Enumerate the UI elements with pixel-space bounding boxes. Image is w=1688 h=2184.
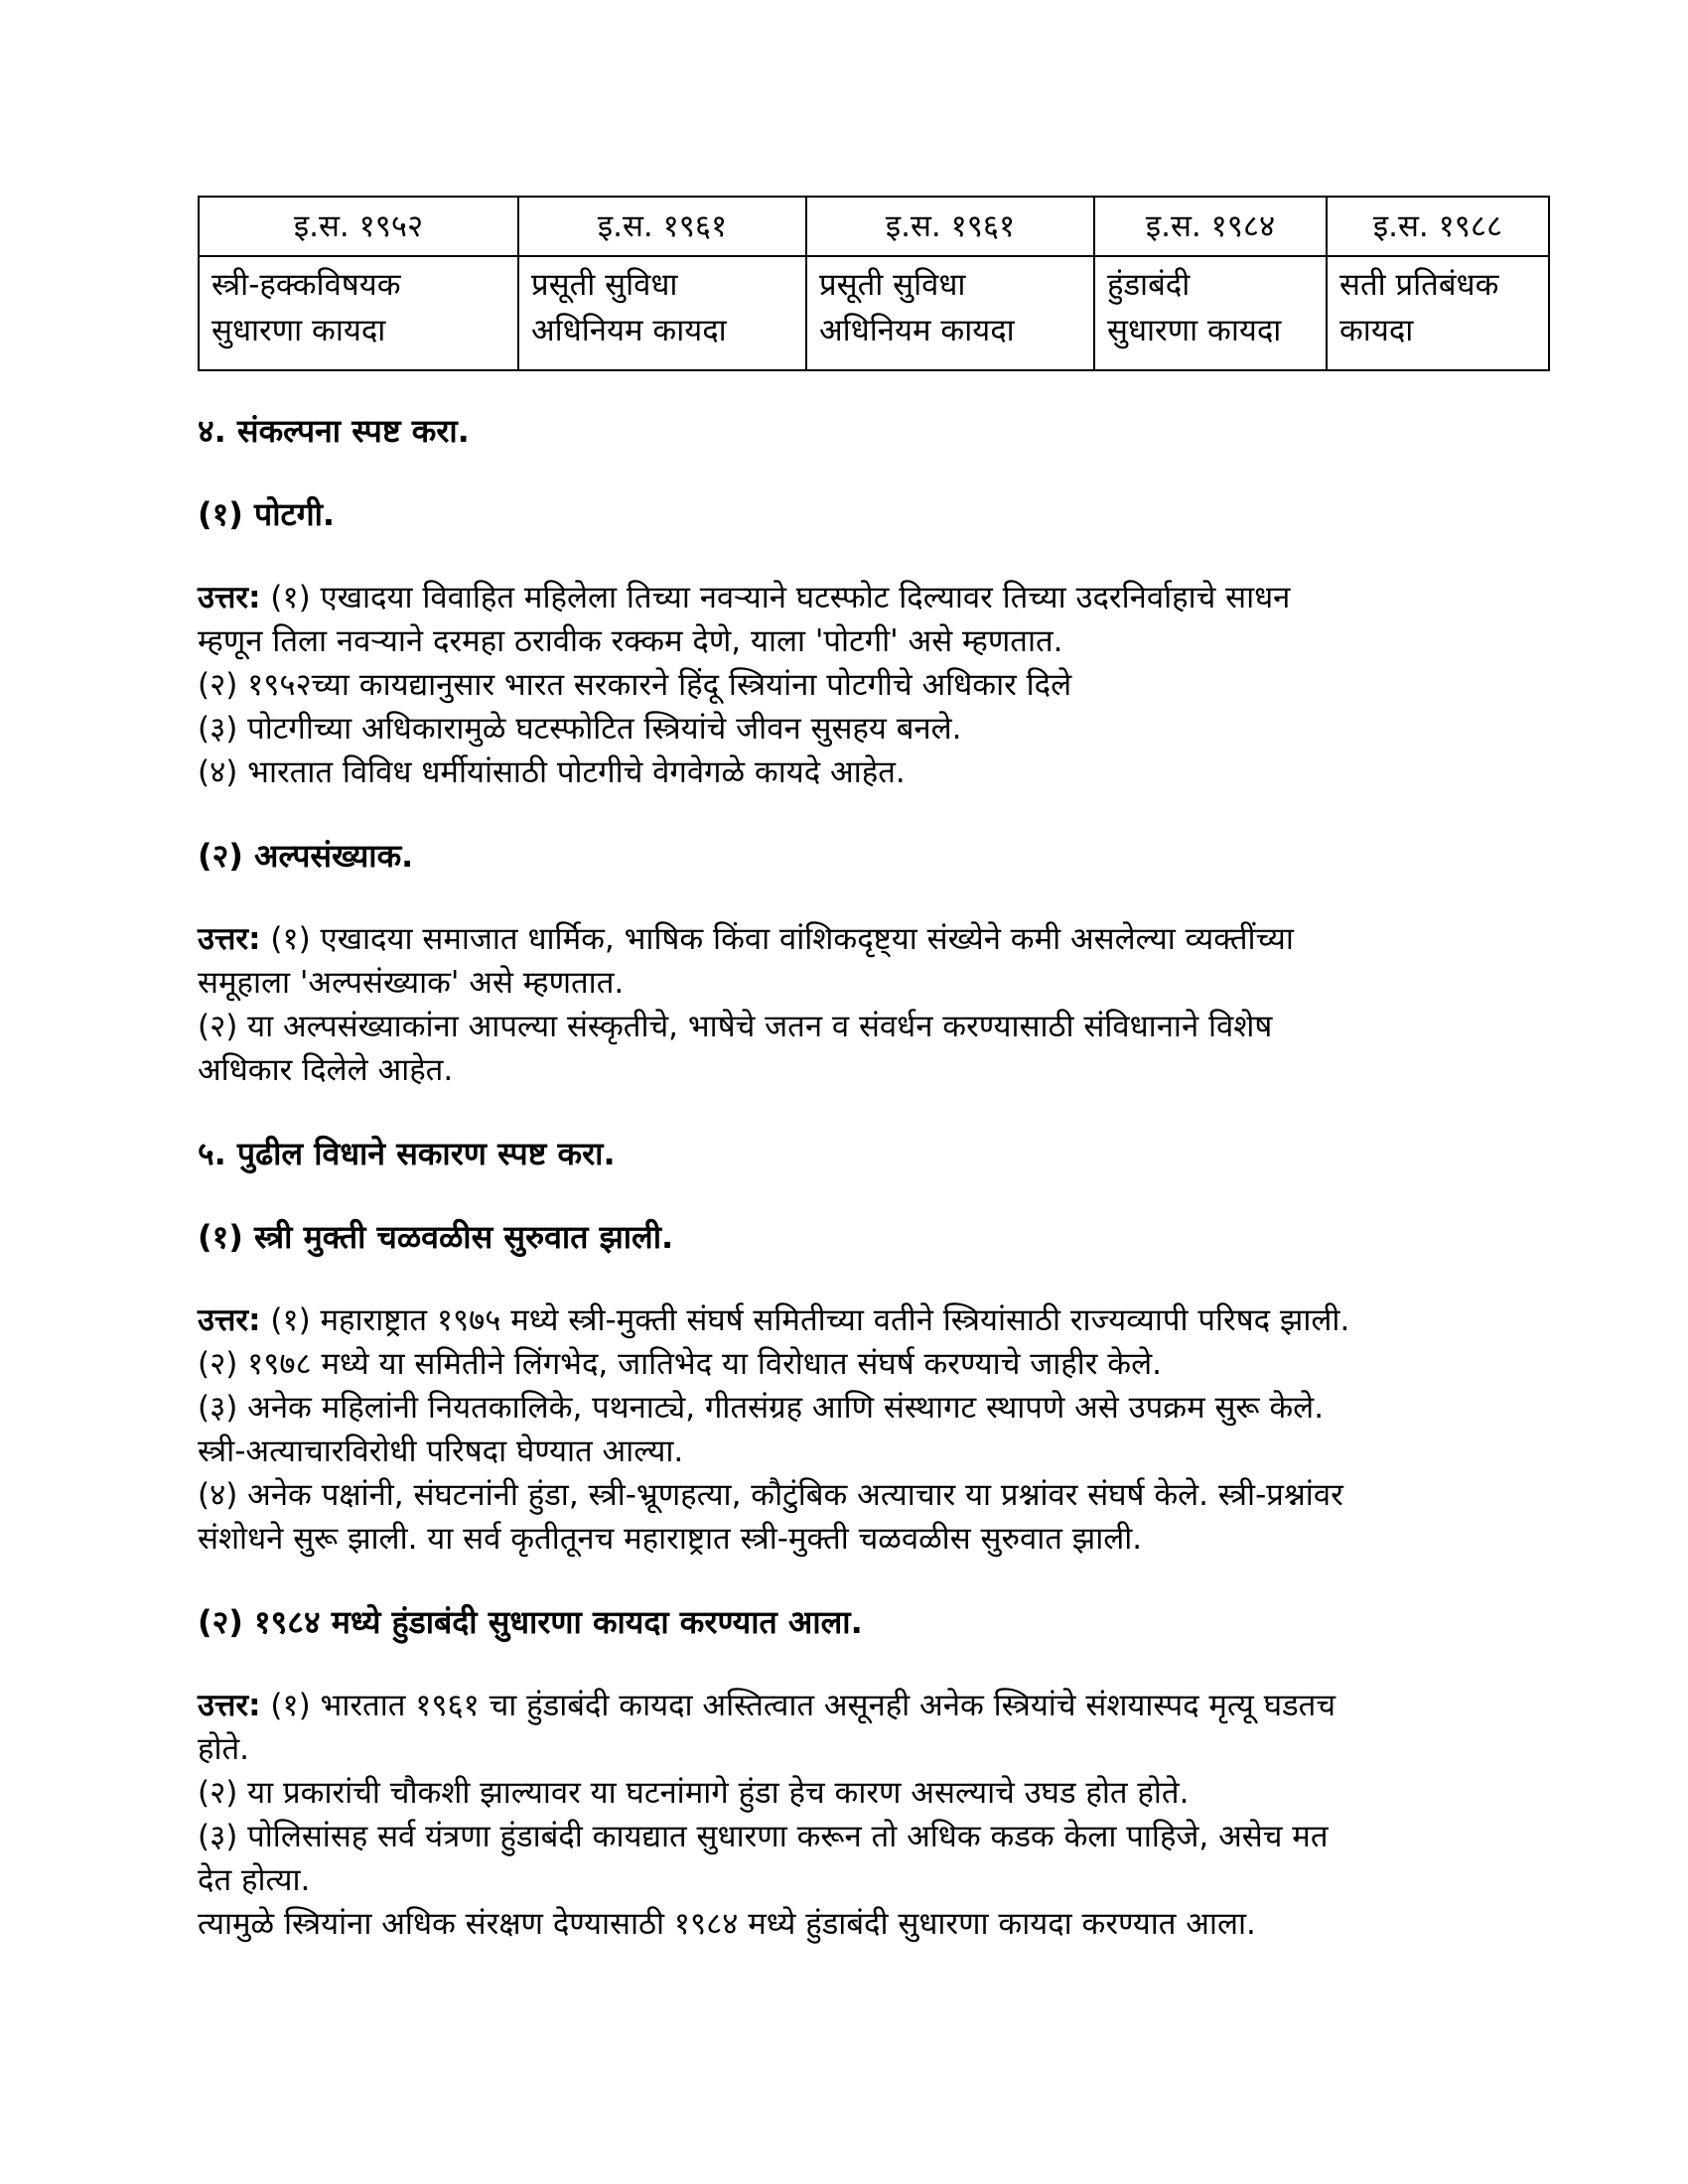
answer-label: उत्तर: [198, 1688, 261, 1723]
answer-line: (३) पोटगीच्या अधिकारामुळे घटस्फोटित स्त्रियांचे जीवन सुसहय बनले. [198, 711, 962, 747]
act-cell [199, 256, 518, 370]
answer-line: (४) भारतात विविध धर्मीयांसाठी पोटगीचे वेगवेगळे कायदे आहेत. [198, 754, 906, 790]
answer-label: उत्तर: [198, 1302, 261, 1338]
answer-line: (३) अनेक महिलांनी नियतकालिके, पथनाट्ये, गीतसंग्रह आणि संस्थागट स्थापणे असे उपक्रम सुरू केले. [198, 1390, 1325, 1426]
table-row-acts [199, 256, 1549, 370]
act-cell [518, 256, 806, 370]
answer-line: (४) अनेक पक्षांनी, संघटनांनी हुंडा, स्त्री-भ्रूणहत्या, कौटुंबिक अत्याचार या प्रश्नांवर संघर्ष केले. स्त्री-प्रश्नांवर [198, 1477, 1343, 1513]
act-line: सुधारणा कायदा [1107, 313, 1282, 348]
answer-line [198, 576, 1548, 619]
answer-line: देत होत्या. [198, 1862, 311, 1898]
answer-text: (१) एखादया विवाहित महिलेला तिच्या नवऱ्याने घटस्फोट दिल्यावर तिच्या उदरनिर्वाहाचे साधन [270, 580, 1291, 615]
section-5-heading: ५. पुढील विधाने सकारण स्पष्ट करा. [198, 1135, 616, 1172]
answer-label: उत्तर: [198, 580, 261, 615]
document-page [198, 196, 1548, 1946]
act-cell [806, 256, 1094, 370]
section-4-heading: ४. संकल्पना स्पष्ट करा. [198, 412, 470, 450]
answer-line [198, 1298, 1548, 1342]
year-cell: इ.स. १९८४ [1094, 197, 1327, 256]
act-line: प्रसूती सुविधा [531, 267, 678, 303]
answer-4-1 [198, 576, 1548, 794]
question-4-1-title: (१) पोटगी. [198, 495, 336, 533]
act-line: सुधारणा कायदा [211, 313, 386, 348]
act-line: हुंडाबंदी [1107, 267, 1191, 303]
act-line: अधिनियम कायदा [531, 313, 727, 348]
question-4-2-title: (२) अल्पसंख्याक. [198, 837, 414, 875]
answer-line: (२) १९५२च्या कायद्यानुसार भारत सरकारने हिंदू स्त्रियांना पोटगीचे अधिकार दिले [198, 667, 1072, 703]
answer-line: स्त्री-अत्याचारविरोधी परिषदा घेण्यात आल्या. [198, 1433, 684, 1469]
answer-line [198, 917, 1548, 961]
answer-4-2 [198, 917, 1548, 1092]
answer-line: संशोधने सुरू झाली. या सर्व कृतीतूनच महाराष्ट्रात स्त्री-मुक्ती चळवळीस सुरुवात झाली. [198, 1521, 1143, 1557]
table-row-years [199, 197, 1549, 256]
answer-5-1 [198, 1298, 1548, 1561]
answer-line: (२) या अल्पसंख्याकांना आपल्या संस्कृतीचे, भाषेचे जतन व संवर्धन करण्यासाठी संविधानाने विशेष [198, 1009, 1273, 1044]
answer-line: (२) १९७८ मध्ये या समितीने लिंगभेद, जातिभेद या विरोधात संघर्ष करण्याचे जाहीर केले. [198, 1346, 1162, 1382]
year-cell: इ.स. १९५२ [199, 197, 518, 256]
act-cell [1327, 256, 1549, 370]
answer-line: म्हणून तिला नवऱ्याने दरमहा ठरावीक रक्कम देणे, याला 'पोटगी' असे म्हणतात. [198, 623, 1063, 659]
act-line: अधिनियम कायदा [819, 313, 1015, 348]
answer-line: समूहाला 'अल्पसंख्याक' असे म्हणतात. [198, 965, 625, 1001]
act-line: स्त्री-हक्कविषयक [211, 267, 401, 303]
act-line: सती प्रतिबंधक [1339, 267, 1499, 303]
year-cell: इ.स. १९८८ [1327, 197, 1549, 256]
act-cell [1094, 256, 1327, 370]
answer-line: अधिकार दिलेले आहेत. [198, 1052, 454, 1088]
question-5-2-title: (२) १९८४ मध्ये हुंडाबंदी सुधारणा कायदा करण्यात आला. [198, 1603, 863, 1641]
year-cell: इ.स. १९६१ [806, 197, 1094, 256]
answer-5-2 [198, 1684, 1548, 1946]
answer-line [198, 1684, 1548, 1727]
answer-text: (१) महाराष्ट्रात १९७५ मध्ये स्त्री-मुक्ती संघर्ष समितीच्या वतीने स्त्रियांसाठी राज्यव्यापी परिषद झाली. [270, 1302, 1350, 1338]
answer-text: (१) एखादया समाजात धार्मिक, भाषिक किंवा वांशिकदृष्ट्या संख्येने कमी असलेल्या व्यक्तींच्या [270, 921, 1294, 957]
year-cell: इ.स. १९६१ [518, 197, 806, 256]
answer-line: होते. [198, 1731, 250, 1767]
answer-line: (३) पोलिसांसह सर्व यंत्रणा हुंडाबंदी कायद्यात सुधारणा करून तो अधिक कडक केला पाहिजे, असेच मत [198, 1819, 1329, 1854]
law-timeline-table [198, 196, 1550, 371]
question-5-1-title: (१) स्त्री मुक्ती चळवळीस सुरुवात झाली. [198, 1218, 674, 1256]
answer-line: (२) या प्रकारांची चौकशी झाल्यावर या घटनांमागे हुंडा हेच कारण असल्याचे उघड होत होते. [198, 1775, 1190, 1811]
answer-text: (१) भारतात १९६१ चा हुंडाबंदी कायदा अस्तित्वात असूनही अनेक स्त्रियांचे संशयास्पद मृत्यू घडतच [270, 1688, 1336, 1723]
act-line: प्रसूती सुविधा [819, 267, 966, 303]
act-line: कायदा [1339, 313, 1414, 348]
answer-label: उत्तर: [198, 921, 261, 957]
answer-line: त्यामुळे स्त्रियांना अधिक संरक्षण देण्यासाठी १९८४ मध्ये हुंडाबंदी सुधारणा कायदा करण्यात आला. [198, 1906, 1256, 1942]
